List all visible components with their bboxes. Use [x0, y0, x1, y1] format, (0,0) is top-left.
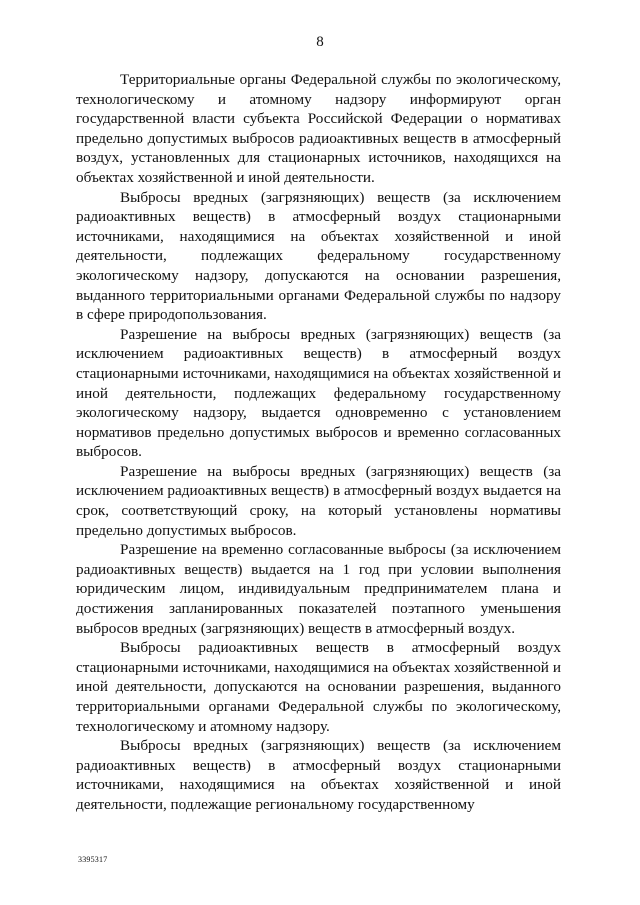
document-body: [76, 70, 561, 815]
paragraph: Разрешение на выбросы вредных (загрязняющих) веществ (за исключением радиоактивных веществ) в атмосферный воздух стационарными источниками, находящимися на объектах хозяйственной и иной деятельности, подлежащих федеральному государственному экологическому надзору, выдается одновременно с установлением нормативов предельно допустимых выбросов и временно согласованных выбросов.: [76, 325, 561, 461]
page-number: 8: [316, 34, 324, 50]
paragraph: Выбросы вредных (загрязняющих) веществ (за исключением радиоактивных веществ) в атмосферный воздух стационарными источниками, находящимися на объектах хозяйственной и иной деятельности, подлежащие региональному государственному: [76, 737, 561, 813]
paragraph: Разрешение на выбросы вредных (загрязняющих) веществ (за исключением радиоактивных веществ) в атмосферный воздух выдается на срок, соответствующий сроку, на который установлены нормативы предельно допустимых выбросов.: [76, 462, 561, 539]
paragraph: Выбросы радиоактивных веществ в атмосферный воздух стационарными источниками, находящимися на объектах хозяйственной и иной деятельности, допускаются на основании разрешения, выданного территориальными органами Федеральной службы по экологическому, технологическому и атомному надзору.: [76, 639, 561, 735]
paragraph: Территориальные органы Федеральной службы по экологическому, технологическому и атомному надзору информируют орган государственной власти субъекта Российской Федерации о нормативах предельно допустимых выбросов радиоактивных веществ в атмосферный воздух, установленных для стационарных источников, находящихся на объектах хозяйственной и иной деятельности.: [76, 71, 561, 186]
document-code: 3395317: [78, 855, 108, 864]
paragraph: Выбросы вредных (загрязняющих) веществ (за исключением радиоактивных веществ) в атмосферный воздух стационарными источниками, находящимися на объектах хозяйственной и иной деятельности, подлежащих федеральному государственному экологическому надзору, допускаются на основании разрешения, выданного территориальными органами Федеральной службы по надзору в сфере природопользования.: [76, 188, 561, 324]
paragraph: Разрешение на временно согласованные выбросы (за исключением радиоактивных веществ) выдается на 1 год при условии выполнения юридическим лицом, индивидуальным предпринимателем плана и достижения запланированных показателей поэтапного уменьшения выбросов вредных (загрязняющих) веществ в атмосферный воздух.: [76, 541, 561, 637]
